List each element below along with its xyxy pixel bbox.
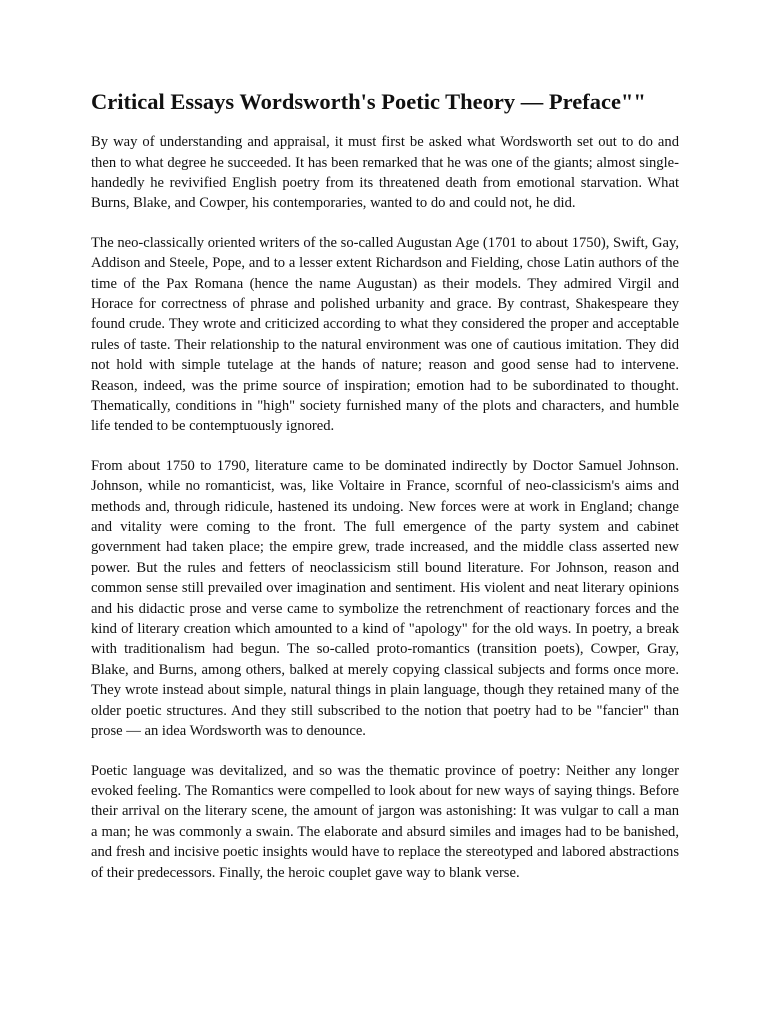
document-title: Critical Essays Wordsworth's Poetic Theory — Preface"" [91,89,646,114]
paragraph-4: Poetic language was devitalized, and so was the thematic province of poetry: Neither any longer evoked feeling. The Romantics were compelled to look about for new ways of saying things. Before their arrival on the literary scene, the amount of jargon was astonishing: It was vulgar to call a man a man; he was commonly a swain. The elaborate and absurd similes and images had to be banished, and fresh and incisive poetic insights would have to replace the stereotyped and labored abstractions of their predecessors. Finally, the heroic couplet gave way to blank verse. [91,762,679,881]
paragraph-2: The neo-classically oriented writers of the so-called Augustan Age (1701 to about 1750), Swift, Gay, Addison and Steele, Pope, and to a lesser extent Richardson and Fielding, chose Latin authors of the time of the Pax Romana (hence the name Augustan) as their models. They admired Virgil and Horace for correctness of phrase and polished urbanity and grace. By contrast, Shakespeare they found crude. They wrote and criticized according to what they considered the proper and acceptable rules of taste. Their relationship to the natural environment was one of cautious imitation. They did not hold with simple tutelage at the hands of nature; reason and good sense had to intervene. Reason, indeed, was the prime source of inspiration; emotion had to be subordinated to thought. Thematically, conditions in "high" society furnished many of the plots and characters, and humble life tended to be contemptuously ignored. [91,234,679,435]
document-page [91,88,679,902]
paragraph-3: From about 1750 to 1790, literature came to be dominated indirectly by Doctor Samuel Johnson. Johnson, while no romanticist, was, like Voltaire in France, scornful of neo-classicism's aims and methods and, through ridicule, hastened its undoing. New forces were at work in England; change and vitality were coming to the front. The full emergence of the party system and cabinet government had taken place; the empire grew, trade increased, and the middle class asserted new power. But the rules and fetters of neoclassicism still bound literature. For Johnson, reason and common sense still prevailed over imagination and sentiment. His violent and neat literary opinions and his didactic prose and verse came to symbolize the retrenchment of reactionary forces and the kind of literary creation which amounted to a kind of "apology" for the old ways. In poetry, a break with traditionalism had begun. The so-called proto-romantics (transition poets), Cowper, Gray, Blake, and Burns, among others, balked at merely copying classical subjects and forms once more. They wrote instead about simple, natural things in plain language, though they retained many of the older poetic structures. And they still subscribed to the notion that poetry had to be "fancier" than prose — an idea Wordsworth was to denounce. [91,457,679,740]
paragraph-1: By way of understanding and appraisal, it must first be asked what Wordsworth set out to do and then to what degree he succeeded. It has been remarked that he was one of the giants; almost single-handedly he revivified English poetry from its threatened death from emotional starvation. What Burns, Blake, and Cowper, his contemporaries, wanted to do and could not, he did. [91,134,679,212]
